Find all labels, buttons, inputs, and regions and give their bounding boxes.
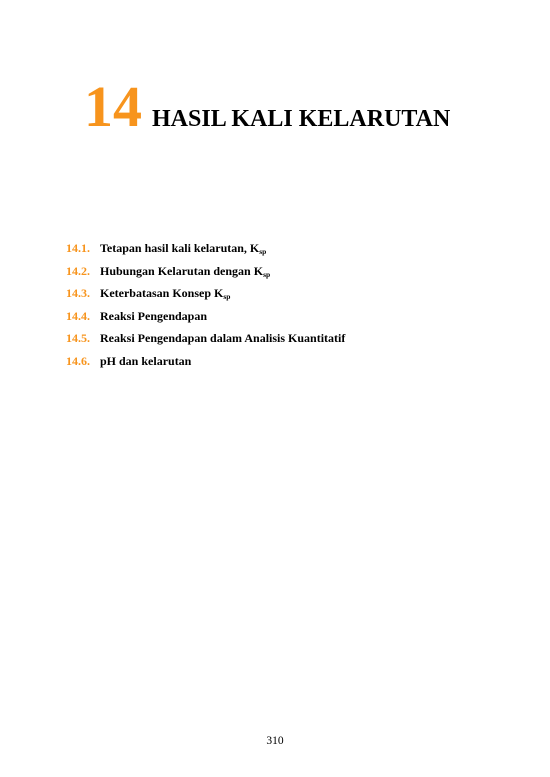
toc-item-text [100,354,191,369]
toc-item [66,286,345,309]
toc-item-text [100,264,270,279]
toc-item [66,354,345,377]
toc-item-label: pH dan kelarutan [100,353,192,368]
toc-item-subscript: sp [223,292,231,302]
toc-item-label: Reaksi Pengendapan [100,308,208,323]
toc-item-number: 14.3. [66,286,90,301]
chapter-heading [84,74,451,139]
toc-item-subscript: sp [259,247,267,256]
toc-item-subscript: sp [263,269,271,279]
toc-item-number: 14.4. [66,308,90,323]
chapter-number: 14 [84,74,142,139]
toc-item-number: 14.1. [66,241,90,255]
toc-item-text [100,309,207,324]
page-number: 310 [266,735,284,747]
toc-item [66,331,345,354]
toc-item-text [100,286,230,301]
chapter-title: HASIL KALI KELARUTAN [152,106,451,132]
toc-item-label: Tetapan hasil kali kelarutan, K [100,241,260,255]
toc-item-number: 14.5. [66,331,90,346]
toc-item [66,309,345,332]
toc-item [66,264,345,287]
toc-item-text [100,331,345,346]
toc-item-label: Reaksi Pengendapan dalam Analisis Kuantitatif [100,331,346,346]
toc-item-label: Hubungan Kelarutan dengan K [100,263,264,278]
toc-item-number: 14.6. [66,353,90,368]
table-of-contents [66,241,345,377]
toc-item [66,241,345,264]
toc-item-number: 14.2. [66,263,90,278]
toc-item-label: Keterbatasan Konsep K [100,286,224,301]
toc-item-text [100,241,266,256]
